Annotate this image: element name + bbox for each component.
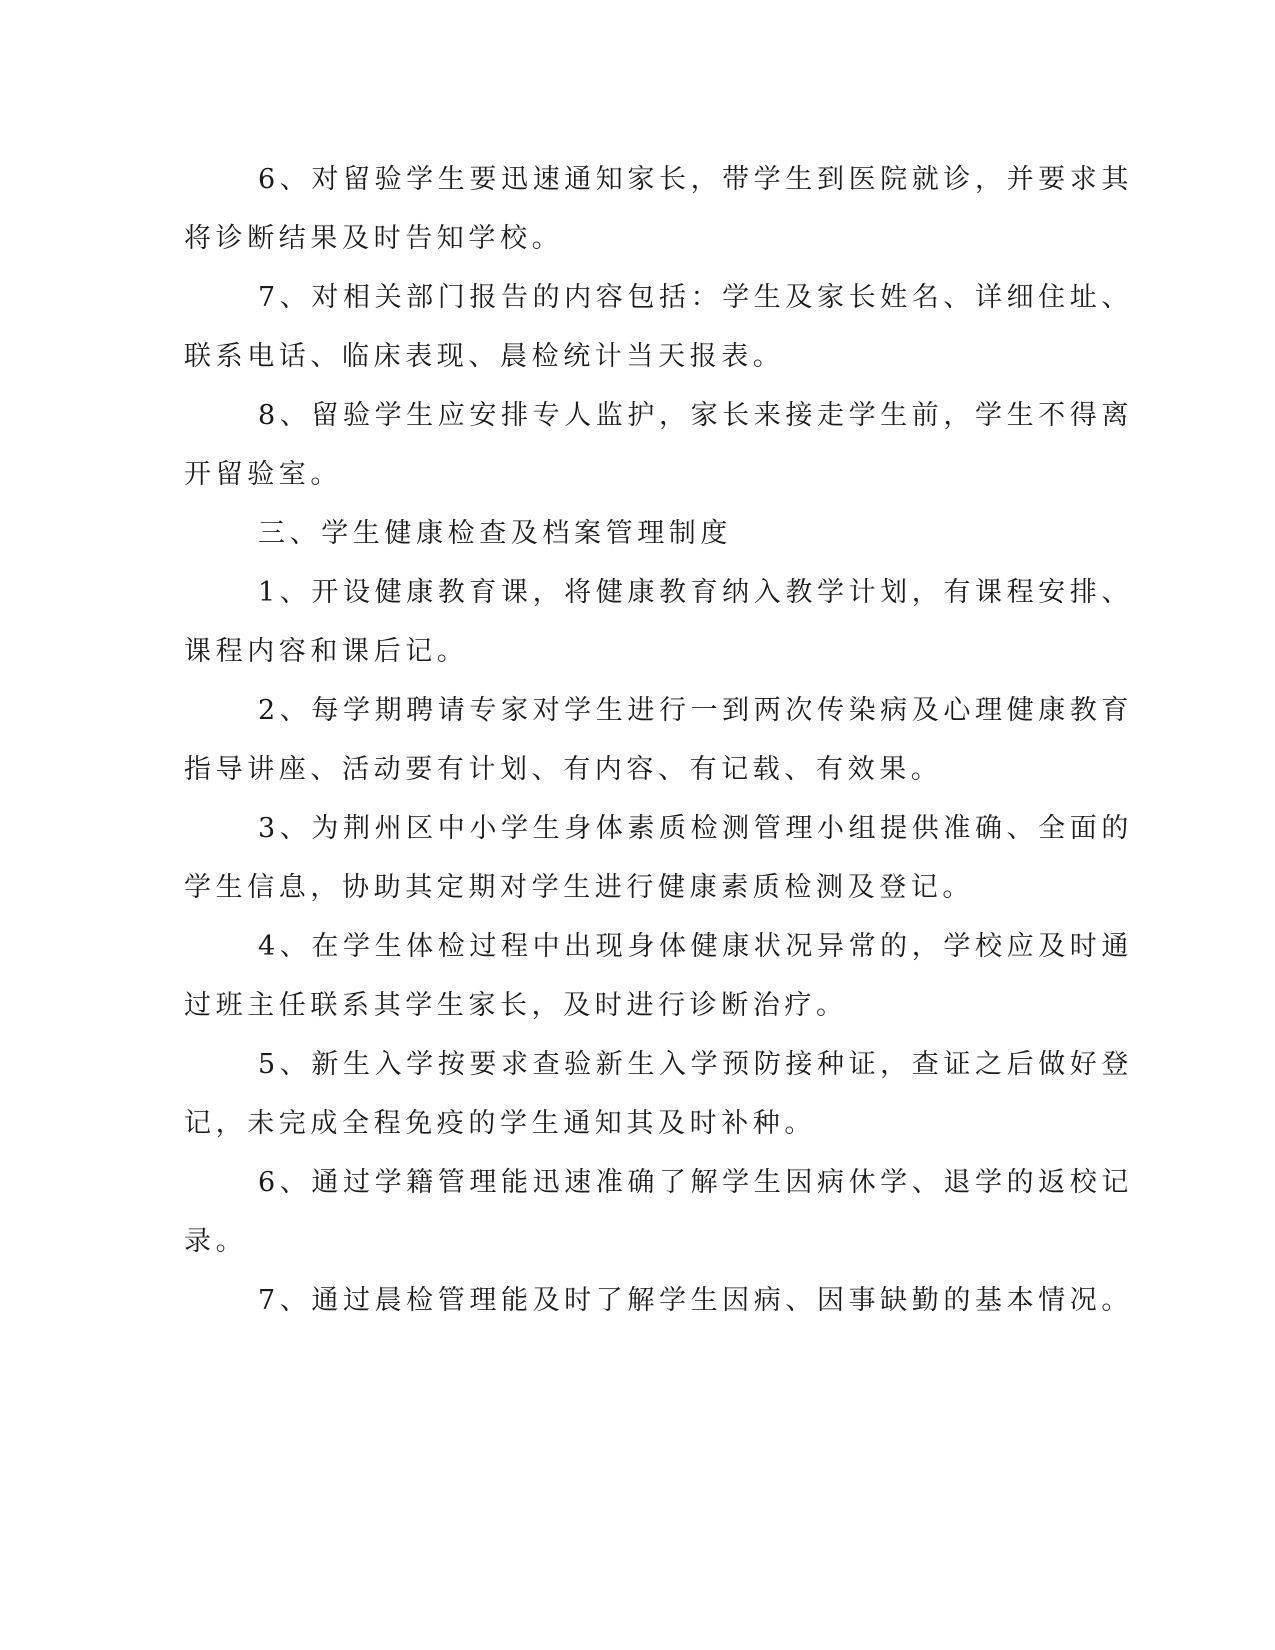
paragraph-line: 7、对相关部门报告的内容包括：学生及家长姓名、详细住址、 xyxy=(258,282,1133,313)
paragraph-line: 指导讲座、活动要有计划、有内容、有记载、有效果。 xyxy=(184,754,943,785)
paragraph-line: 2、每学期聘请专家对学生进行一到两次传染病及心理健康教育 xyxy=(258,695,1133,726)
paragraph-line: 6、通过学籍管理能迅速准确了解学生因病休学、退学的返校记 xyxy=(258,1167,1133,1198)
paragraph-line: 联系电话、临床表现、晨检统计当天报表。 xyxy=(184,341,785,372)
paragraph-line: 将诊断结果及时告知学校。 xyxy=(184,223,564,254)
paragraph-line: 6、对留验学生要迅速通知家长，带学生到医院就诊，并要求其 xyxy=(258,164,1133,195)
paragraph-line: 记，未完成全程免疫的学生通知其及时补种。 xyxy=(184,1108,816,1139)
paragraph-line: 3、为荆州区中小学生身体素质检测管理小组提供准确、全面的 xyxy=(258,813,1133,844)
section-heading: 三、学生健康检查及档案管理制度 xyxy=(258,518,732,549)
paragraph-line: 过班主任联系其学生家长，及时进行诊断治疗。 xyxy=(184,990,848,1021)
paragraph-line: 开留验室。 xyxy=(184,459,342,490)
paragraph-line: 学生信息，协助其定期对学生进行健康素质检测及登记。 xyxy=(184,872,974,903)
paragraph-line: 4、在学生体检过程中出现身体健康状况异常的，学校应及时通 xyxy=(258,931,1133,962)
paragraph-line: 1、开设健康教育课，将健康教育纳入教学计划，有课程安排、 xyxy=(258,577,1133,608)
paragraph-line: 课程内容和课后记。 xyxy=(184,636,469,667)
paragraph-line: 5、新生入学按要求查验新生入学预防接种证，查证之后做好登 xyxy=(258,1049,1133,1080)
paragraph-line: 8、留验学生应安排专人监护，家长来接走学生前，学生不得离 xyxy=(258,400,1133,431)
paragraph-line: 录。 xyxy=(184,1226,248,1257)
paragraph-line: 7、通过晨检管理能及时了解学生因病、因事缺勤的基本情况。 xyxy=(258,1285,1133,1316)
